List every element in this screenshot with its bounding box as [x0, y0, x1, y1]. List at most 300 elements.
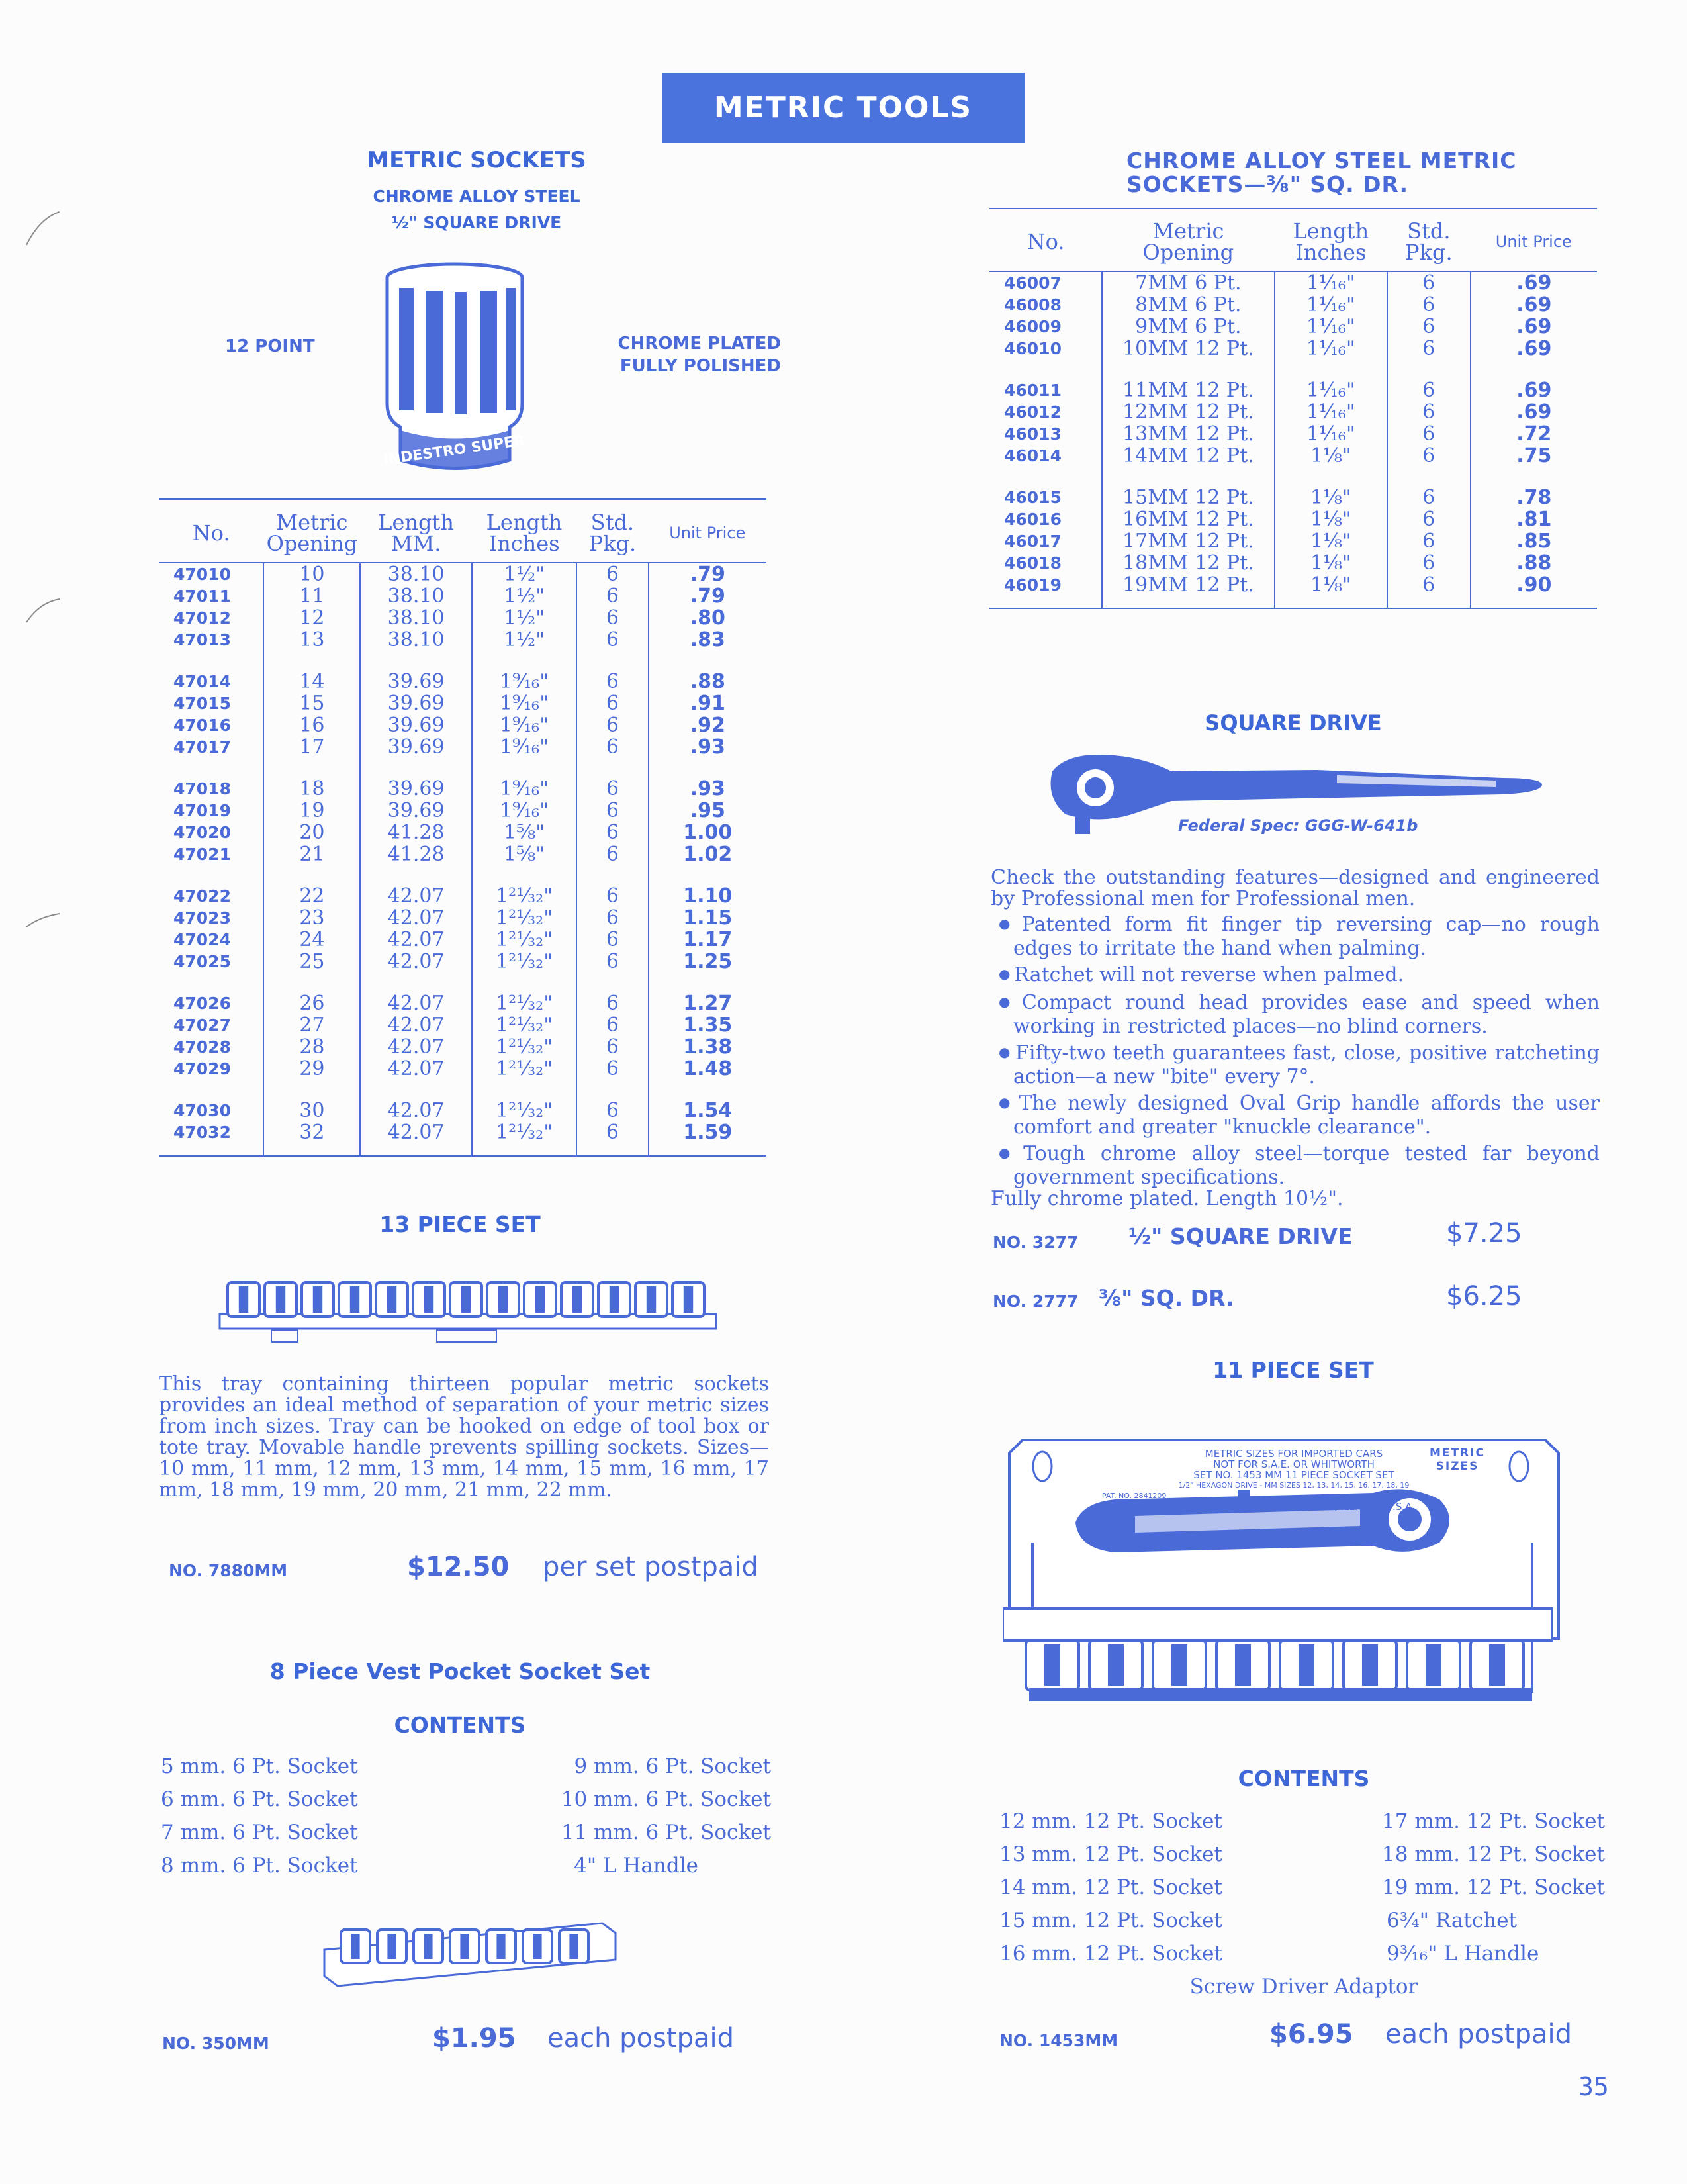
- ratchet-number-2: NO. 2777: [993, 1292, 1079, 1311]
- col-header-unit-price: Unit Price: [649, 499, 767, 563]
- vest-contents-left: [161, 1750, 439, 1882]
- table-cell: 1⁹⁄₁₆": [472, 714, 576, 736]
- col-header-metric-opening: Metric Opening: [1102, 208, 1274, 272]
- table-cell: 46011: [1004, 381, 1062, 400]
- list-item: 16 mm. 12 Pt. Socket: [999, 1942, 1222, 1966]
- table-cell: 17MM 12 Pt.: [1102, 530, 1274, 552]
- page-number: 35: [1578, 2072, 1609, 2101]
- table-cell: 1½": [472, 607, 576, 629]
- table-spacer-cell: [576, 758, 648, 778]
- table-cell: 39.69: [360, 714, 471, 736]
- table-row: [159, 671, 766, 692]
- list-item: 14 mm. 12 Pt. Socket: [999, 1875, 1222, 1899]
- table-cell: 46019: [989, 574, 1102, 608]
- set13-description: This tray containing thirteen popular metric sockets provides an ideal method of separation of your metric sizes from inch sizes. Tray can be hooked on edge of tool box or tote tray. Movable handle prevents spilling sockets. Sizes—10 mm, 11 mm, 12 mm, 13 mm, 14 mm, 15 mm, 16 mm, 17 mm, 18 mm, 19 mm, 20 mm, 21 mm, 22 mm.: [159, 1372, 769, 1501]
- table-cell: .69: [1471, 338, 1597, 359]
- table-cell: 6: [576, 843, 648, 865]
- table-cell: 1¹⁄₁₆": [1275, 271, 1387, 294]
- tray8-socket-shading: [496, 1934, 505, 1959]
- table-cell: 18: [263, 778, 360, 800]
- table-cell: 6: [576, 1036, 648, 1058]
- table-cell: 23: [263, 907, 360, 929]
- table-row: [989, 530, 1597, 552]
- tray8-socket-shading: [460, 1934, 469, 1959]
- table-cell: 1⅛": [1275, 552, 1387, 574]
- table-cell: 20: [263, 822, 360, 843]
- table-cell: 39.69: [360, 692, 471, 714]
- table-cell: 6: [576, 671, 648, 692]
- table-cell: .88: [649, 671, 767, 692]
- list-item: 18 mm. 12 Pt. Socket: [1382, 1842, 1605, 1866]
- table-cell: 42.07: [360, 1014, 471, 1036]
- tray13-socket-shading: [535, 1286, 545, 1313]
- table-cell: 1⅛": [1275, 445, 1387, 467]
- tray11-socket-shading: [1426, 1644, 1441, 1686]
- binder-hole-marks: [20, 199, 60, 927]
- table-spacer-cell: [472, 651, 576, 671]
- table-cell: 13MM 12 Pt.: [1102, 423, 1274, 445]
- table-row: [159, 992, 766, 1014]
- set13-tray-illustration: [218, 1274, 718, 1351]
- col-header-std-pkg: Std. Pkg.: [1387, 208, 1471, 272]
- ratchet-price-line-1: [993, 1217, 1608, 1257]
- table-cell: 1.25: [649, 951, 767, 973]
- tray11-socket-shading: [1235, 1644, 1251, 1686]
- table-spacer-cell: [159, 1080, 263, 1100]
- table-cell: 6: [1387, 271, 1471, 294]
- tray11-socket-shading: [1044, 1644, 1060, 1686]
- table-cell: 28: [263, 1036, 360, 1058]
- table-cell: 6: [576, 1014, 648, 1036]
- table-cell: 1²¹⁄₃₂": [472, 1058, 576, 1080]
- table-spacer-cell: [1387, 467, 1471, 487]
- table-cell: 10MM 12 Pt.: [1102, 338, 1274, 359]
- list-item: 6¾" Ratchet: [1387, 1909, 1518, 1932]
- table-cell: 46015: [1004, 488, 1062, 507]
- table-spacer-cell: [159, 865, 263, 885]
- table-cell: 47011: [173, 587, 231, 606]
- table-cell: 6: [576, 714, 648, 736]
- list-item: 11 mm. 6 Pt. Socket: [561, 1821, 771, 1844]
- table-spacer-cell: [472, 973, 576, 992]
- table-spacer-cell: [649, 865, 767, 885]
- table-spacer-cell: [989, 467, 1102, 487]
- table-spacer-cell: [649, 758, 767, 778]
- table-cell: 1.54: [649, 1100, 767, 1121]
- table-row: [989, 445, 1597, 467]
- tray11-socket-shading: [1108, 1644, 1124, 1686]
- table-cell: 8MM 6 Pt.: [1102, 294, 1274, 316]
- table-row: [159, 1036, 766, 1058]
- list-item: 12 mm. 12 Pt. Socket: [999, 1809, 1222, 1833]
- table-row: [989, 487, 1597, 508]
- tray11-socket-shading: [1171, 1644, 1187, 1686]
- table-cell: 1²¹⁄₃₂": [472, 907, 576, 929]
- table-cell: 47020: [173, 823, 231, 842]
- table-row: [159, 800, 766, 822]
- table-cell: 1.15: [649, 907, 767, 929]
- table-cell: .69: [1471, 294, 1597, 316]
- table-cell: 6: [576, 563, 648, 585]
- tray13-socket-shading: [387, 1286, 396, 1313]
- table-cell: 1⅝": [472, 843, 576, 865]
- ratchet-price-2: $6.25: [1446, 1281, 1522, 1311]
- table-cell: 47032: [159, 1121, 263, 1156]
- table-cell: 38.10: [360, 629, 471, 651]
- vest-price-suffix: each postpaid: [547, 2023, 734, 2054]
- tray13-socket-shading: [684, 1286, 693, 1313]
- table-cell: .69: [1471, 271, 1597, 294]
- table-row: [159, 607, 766, 629]
- table-cell: 17: [263, 736, 360, 758]
- table-cell: 26: [263, 992, 360, 1014]
- table-spacer-cell: [472, 865, 576, 885]
- table-spacer-cell: [472, 1080, 576, 1100]
- table-cell: 1⅛": [1275, 487, 1387, 508]
- set11-illustration: [1003, 1427, 1565, 1797]
- table-cell: .81: [1471, 508, 1597, 530]
- table-cell: 1⅛": [1275, 508, 1387, 530]
- table-cell: 6: [1387, 401, 1471, 423]
- ratchet-desc-2: ⅜" SQ. DR.: [1099, 1285, 1234, 1311]
- table-cell: 32: [263, 1121, 360, 1156]
- table-spacer-cell: [576, 973, 648, 992]
- table-cell: 6: [1387, 508, 1471, 530]
- table-spacer-cell: [1275, 467, 1387, 487]
- table-cell: 19: [263, 800, 360, 822]
- table-cell: .72: [1471, 423, 1597, 445]
- table-cell: 47016: [173, 716, 231, 735]
- tray8-socket-shading: [351, 1934, 359, 1959]
- set11-contents-left: [999, 1805, 1291, 1970]
- table-cell: 46012: [1004, 403, 1062, 422]
- table-group-spacer: [159, 758, 766, 778]
- socket-brand-text: INDESTRO SUPER: [382, 432, 526, 469]
- table-cell: 42.07: [360, 929, 471, 951]
- table-cell: 39.69: [360, 671, 471, 692]
- vest-price-line: [162, 2023, 778, 2067]
- table-cell: 42.07: [360, 951, 471, 973]
- list-item: 6 mm. 6 Pt. Socket: [161, 1787, 358, 1811]
- federal-spec: Federal Spec: GGG-W-641b: [1178, 816, 1418, 835]
- table-cell: 42.07: [360, 1121, 471, 1156]
- table-header-row: [159, 499, 766, 563]
- table-group-spacer: [159, 865, 766, 885]
- vest-set-illustration: [318, 1903, 622, 1989]
- table-cell: 1½": [472, 563, 576, 585]
- table-cell: 16MM 12 Pt.: [1102, 508, 1274, 530]
- set11-price-line: [999, 2020, 1615, 2060]
- table-spacer-cell: [1471, 359, 1597, 379]
- table-cell: 1½": [472, 629, 576, 651]
- tray8-socket-shading: [533, 1934, 541, 1959]
- table-row: [989, 423, 1597, 445]
- table-cell: 47026: [173, 994, 231, 1013]
- table-cell: .69: [1471, 379, 1597, 401]
- card-line-5: PAT. NO. 2841209: [1102, 1492, 1167, 1500]
- table-cell: 6: [576, 951, 648, 973]
- table-cell: .69: [1471, 316, 1597, 338]
- chrome-plated-line-1: CHROME PLATED: [617, 334, 781, 354]
- set13-number: NO. 7880MM: [169, 1561, 288, 1580]
- table-cell: 1²¹⁄₃₂": [472, 929, 576, 951]
- card-badge-2: SIZES: [1436, 1460, 1479, 1473]
- table-row: [159, 692, 766, 714]
- table-cell: 6: [576, 778, 648, 800]
- table-cell: .91: [649, 692, 767, 714]
- table-cell: 1²¹⁄₃₂": [472, 951, 576, 973]
- table-cell: 6: [576, 692, 648, 714]
- ratchet-price-1: $7.25: [1446, 1218, 1522, 1249]
- table-cell: 47027: [173, 1016, 231, 1035]
- table-row: [989, 316, 1597, 338]
- table-cell: 1¹⁄₁₆": [1275, 379, 1387, 401]
- ratchet-number-1: NO. 3277: [993, 1233, 1079, 1252]
- list-item: 4" L Handle: [574, 1854, 698, 1877]
- table-group-spacer: [989, 359, 1597, 379]
- table-row: [159, 563, 766, 585]
- table-cell: 27: [263, 1014, 360, 1036]
- table-cell: 6: [576, 907, 648, 929]
- table-row: [989, 338, 1597, 359]
- table-cell: 42.07: [360, 1100, 471, 1121]
- table-cell: 47025: [173, 952, 231, 971]
- table-cell: 1.10: [649, 885, 767, 907]
- table-cell: 41.28: [360, 843, 471, 865]
- table-cell: 1²¹⁄₃₂": [472, 1036, 576, 1058]
- table-cell: 18MM 12 Pt.: [1102, 552, 1274, 574]
- table-cell: 6: [1387, 487, 1471, 508]
- table-cell: 39.69: [360, 778, 471, 800]
- table-cell: 22: [263, 885, 360, 907]
- table-cell: 1½": [472, 585, 576, 607]
- table-cell: 6: [1387, 294, 1471, 316]
- list-item: 5 mm. 6 Pt. Socket: [161, 1754, 358, 1778]
- table-cell: 46016: [1004, 510, 1062, 529]
- table-cell: .83: [649, 629, 767, 651]
- tray11-socket-shading: [1362, 1644, 1378, 1686]
- list-item: 19 mm. 12 Pt. Socket: [1382, 1875, 1605, 1899]
- table-row: [159, 951, 766, 973]
- table-cell: 11: [263, 585, 360, 607]
- table-spacer-cell: [1102, 467, 1274, 487]
- table-cell: 19MM 12 Pt.: [1102, 574, 1274, 608]
- table-spacer-cell: [576, 865, 648, 885]
- table-cell: 12MM 12 Pt.: [1102, 401, 1274, 423]
- table-row: [989, 552, 1597, 574]
- col-header-unit-price: Unit Price: [1471, 208, 1597, 272]
- table-cell: 6: [1387, 338, 1471, 359]
- feature-item: ● Tough chrome alloy steel—torque tested far beyond government specifications.: [991, 1143, 1600, 1189]
- table-cell: 1⅝": [472, 822, 576, 843]
- table-cell: 25: [263, 951, 360, 973]
- table-cell: 6: [576, 822, 648, 843]
- table-group-spacer: [159, 651, 766, 671]
- vest-contents-title: CONTENTS: [394, 1712, 526, 1738]
- table-spacer-cell: [1102, 359, 1274, 379]
- table-row: [159, 1014, 766, 1036]
- table-cell: 1¹⁄₁₆": [1275, 316, 1387, 338]
- table-spacer-cell: [360, 973, 471, 992]
- table-cell: 1⁹⁄₁₆": [472, 778, 576, 800]
- table-cell: 14: [263, 671, 360, 692]
- table-cell: 6: [1387, 574, 1471, 608]
- table-cell: 47013: [173, 630, 231, 649]
- table-cell: 10: [263, 563, 360, 585]
- table-row: [159, 1058, 766, 1080]
- table-cell: 6: [1387, 552, 1471, 574]
- table-cell: 30: [263, 1100, 360, 1121]
- tray11-socket-shading: [1489, 1644, 1505, 1686]
- tray11-socket-shading: [1299, 1644, 1314, 1686]
- table-cell: 47019: [173, 801, 231, 820]
- table-spacer-cell: [1471, 467, 1597, 487]
- table-cell: 46009: [1004, 317, 1062, 336]
- table-spacer-cell: [472, 758, 576, 778]
- table-cell: 42.07: [360, 907, 471, 929]
- table-cell: .75: [1471, 445, 1597, 467]
- table-row: [159, 778, 766, 800]
- list-item: 9 mm. 6 Pt. Socket: [574, 1754, 771, 1778]
- tray13-socket-shading: [647, 1286, 656, 1313]
- set11-title: 11 PIECE SET: [1212, 1357, 1374, 1383]
- table-cell: 21: [263, 843, 360, 865]
- table-row: [159, 1121, 766, 1156]
- table-cell: 1.00: [649, 822, 767, 843]
- table-cell: 16: [263, 714, 360, 736]
- table-cell: 46017: [1004, 532, 1062, 551]
- set13-price-suffix: per set postpaid: [543, 1552, 758, 1582]
- table-spacer-cell: [649, 651, 767, 671]
- table-spacer-cell: [1275, 359, 1387, 379]
- vest-contents-right: [490, 1750, 771, 1882]
- table-cell: 1.27: [649, 992, 767, 1014]
- metric-sockets-half-inch-table: [159, 498, 766, 1157]
- table-cell: 47029: [173, 1059, 231, 1078]
- tray13-socket-shading: [610, 1286, 619, 1313]
- table-cell: 47017: [173, 737, 231, 757]
- right-title-line-2: SOCKETS—⅜" SQ. DR.: [1126, 171, 1409, 197]
- tray13-socket-shading: [424, 1286, 433, 1313]
- table-row: [989, 401, 1597, 423]
- table-cell: 1⅛": [1275, 574, 1387, 608]
- right-title-line-1: CHROME ALLOY STEEL METRIC: [1126, 148, 1517, 173]
- list-item: 17 mm. 12 Pt. Socket: [1382, 1809, 1605, 1833]
- set13-price-line: [169, 1552, 784, 1595]
- socket-illustration: [381, 261, 529, 480]
- table-cell: 6: [576, 1100, 648, 1121]
- col-header-no: No.: [159, 499, 263, 563]
- set11-contents-title: CONTENTS: [1238, 1766, 1370, 1791]
- table-cell: 24: [263, 929, 360, 951]
- table-cell: 1.17: [649, 929, 767, 951]
- table-cell: 6: [576, 885, 648, 907]
- table-spacer-cell: [263, 651, 360, 671]
- table-cell: .85: [1471, 530, 1597, 552]
- table-cell: 29: [263, 1058, 360, 1080]
- card-line-4: 1/2" HEXAGON DRIVE - MM SIZES 12, 13, 14, 15, 16, 17, 18, 19: [1178, 1481, 1410, 1490]
- table-cell: 46018: [1004, 553, 1062, 573]
- table-cell: 6: [576, 992, 648, 1014]
- table-cell: 1¹⁄₁₆": [1275, 338, 1387, 359]
- table-header-row: [989, 208, 1597, 272]
- table-cell: 47023: [173, 908, 231, 927]
- square-drive-outro: Fully chrome plated. Length 10½".: [991, 1187, 1344, 1210]
- table-spacer-cell: [649, 973, 767, 992]
- chrome-plated-label: [582, 332, 781, 377]
- table-cell: 1.59: [649, 1121, 767, 1156]
- table-cell: 1²¹⁄₃₂": [472, 885, 576, 907]
- feature-item: ● Patented form fit finger tip reversing cap—no rough edges to irritate the hand when palming.: [991, 914, 1600, 960]
- table-cell: 1¹⁄₁₆": [1275, 401, 1387, 423]
- set13-price: $12.50: [407, 1552, 510, 1582]
- table-cell: .93: [649, 736, 767, 758]
- table-spacer-cell: [649, 1080, 767, 1100]
- table-cell: .95: [649, 800, 767, 822]
- table-cell: 1.38: [649, 1036, 767, 1058]
- table-cell: 46013: [1004, 424, 1062, 444]
- square-drive-title: SQUARE DRIVE: [1205, 710, 1382, 736]
- table-cell: 6: [576, 929, 648, 951]
- tray13-socket-shading: [313, 1286, 322, 1313]
- table-spacer-cell: [263, 758, 360, 778]
- feature-item: ● Ratchet will not reverse when palmed.: [991, 964, 1600, 988]
- table-cell: 6: [1387, 423, 1471, 445]
- tray13-socket-shading: [350, 1286, 359, 1313]
- ratchet-price-line-2: [993, 1281, 1608, 1321]
- table-row: [989, 379, 1597, 401]
- table-cell: .90: [1471, 574, 1597, 608]
- square-drive-intro: Check the outstanding features—designed and engineered by Professional men for Professional men.: [991, 866, 1600, 910]
- metric-sockets-three-eighths-table: [989, 207, 1597, 609]
- table-spacer-cell: [1387, 359, 1471, 379]
- table-cell: 47021: [173, 845, 231, 864]
- table-cell: 47022: [173, 886, 231, 906]
- table-spacer-cell: [576, 1080, 648, 1100]
- tray8-socket-shading: [387, 1934, 396, 1959]
- tray13-socket-shading: [276, 1286, 285, 1313]
- table-cell: 1.48: [649, 1058, 767, 1080]
- col-header-length-mm: Length MM.: [360, 499, 471, 563]
- table-cell: 42.07: [360, 885, 471, 907]
- tray13-socket-shading: [239, 1286, 248, 1313]
- set11-number: NO. 1453MM: [999, 2031, 1118, 2050]
- table-cell: 11MM 12 Pt.: [1102, 379, 1274, 401]
- table-cell: .79: [649, 585, 767, 607]
- card-line-6: INDESTRO MFG. CORP. CHICAGO, ILLINOIS U.S.A.: [1173, 1501, 1415, 1513]
- table-cell: 47012: [173, 608, 231, 628]
- table-spacer-cell: [159, 651, 263, 671]
- table-spacer-cell: [263, 973, 360, 992]
- table-cell: 39.69: [360, 736, 471, 758]
- col-header-no: No.: [989, 208, 1102, 272]
- list-item: 15 mm. 12 Pt. Socket: [999, 1909, 1222, 1932]
- table-spacer-cell: [159, 973, 263, 992]
- tray13-socket-shading: [498, 1286, 508, 1313]
- table-spacer-cell: [360, 651, 471, 671]
- table-cell: .88: [1471, 552, 1597, 574]
- ratchet-desc-1: ½" SQUARE DRIVE: [1128, 1223, 1353, 1249]
- table-cell: 46010: [1004, 339, 1062, 358]
- table-cell: 6: [576, 629, 648, 651]
- table-spacer-cell: [263, 1080, 360, 1100]
- table-row: [159, 736, 766, 758]
- table-cell: 42.07: [360, 1058, 471, 1080]
- table-row: [159, 629, 766, 651]
- table-cell: 1¹⁄₁₆": [1275, 423, 1387, 445]
- table-cell: 1²¹⁄₃₂": [472, 1014, 576, 1036]
- table-cell: 15: [263, 692, 360, 714]
